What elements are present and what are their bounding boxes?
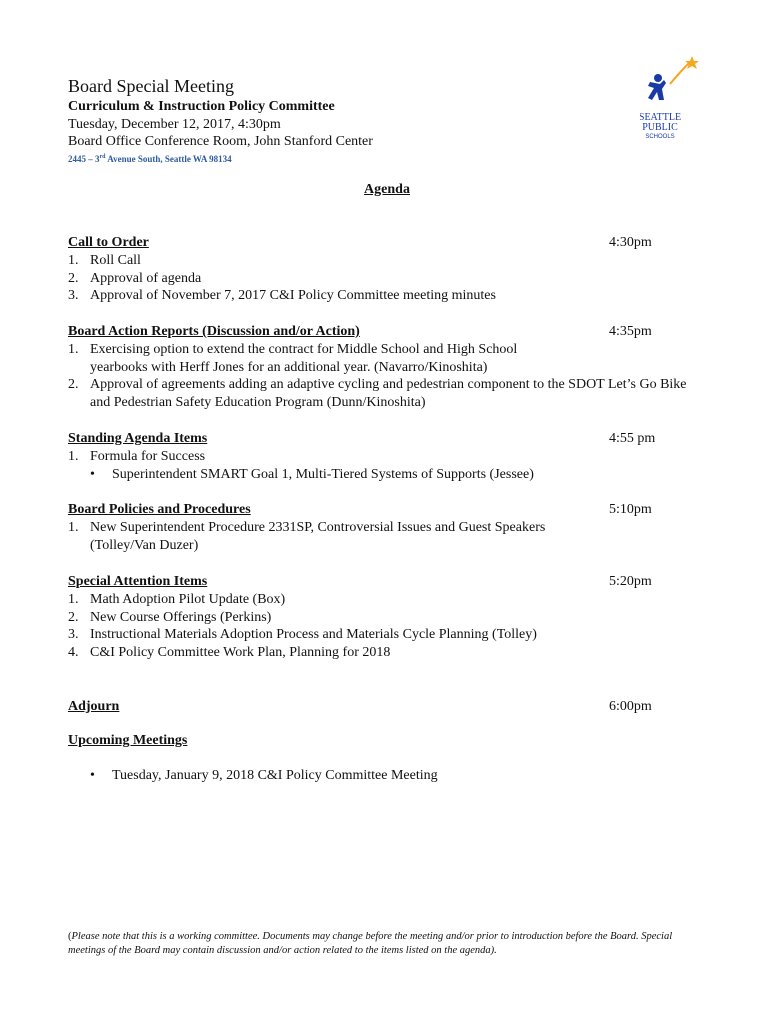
address-prefix: 2445 – 3	[68, 154, 100, 164]
meeting-title: Board Special Meeting	[68, 76, 234, 96]
footer-note	[68, 930, 708, 958]
section-title: Board Action Reports (Discussion and/or Action)	[68, 324, 360, 339]
section-adjourn	[68, 698, 708, 716]
logo-line3: SCHOOLS	[645, 134, 675, 140]
section-board-action-reports	[68, 323, 708, 412]
logo-line2: PUBLIC	[642, 122, 678, 133]
list-item: 1. Math Adoption Pilot Update (Box)	[68, 591, 286, 607]
seattle-public-schools-logo	[640, 56, 700, 146]
committee-name: Curriculum & Instruction Policy Committee	[68, 99, 335, 114]
section-special-attention-items	[68, 573, 708, 662]
section-call-to-order	[68, 234, 708, 305]
footer-note-text: Please note that this is a working committee. Documents may change before the meeting and/or prior to introduction before the Board. Special meetings of the Board may contain discussion and/or action related to the items listed on the agenda).	[68, 931, 673, 956]
section-time: 5:10pm	[609, 502, 652, 517]
bullet-dot: •	[90, 767, 95, 783]
meeting-date-time: Tuesday, December 12, 2017, 4:30pm	[68, 117, 281, 132]
section-time: 4:55 pm	[609, 431, 656, 446]
section-standing-agenda-items	[68, 430, 708, 483]
section-title: Adjourn	[68, 699, 120, 714]
section-time: 6:00pm	[609, 699, 652, 714]
upcoming-meeting-item: • Tuesday, January 9, 2018 C&I Policy Committee Meeting	[90, 767, 438, 783]
section-title: Call to Order	[68, 235, 149, 250]
list-item: 1. Formula for Success	[68, 448, 206, 464]
list-item: 1. Exercising option to extend the contract for Middle School and High School yearbooks with Herff Jones for an additional year. (Navarro/Kinoshita)	[68, 341, 518, 375]
footer-open-paren: (	[68, 931, 72, 942]
sub-list-item: • Superintendent SMART Goal 1, Multi-Tiered Systems of Supports (Jessee)	[90, 466, 534, 482]
address-ordinal: rd	[99, 154, 106, 160]
section-board-policies	[68, 501, 708, 554]
meeting-location: Board Office Conference Room, John Stanford Center	[68, 134, 373, 149]
list-item: 4. C&I Policy Committee Work Plan, Planning for 2018	[68, 645, 391, 661]
list-item: 3. Instructional Materials Adoption Process and Materials Cycle Planning (Tolley)	[68, 627, 537, 643]
star-figure-logo-icon	[640, 56, 700, 146]
bullet-dot: •	[90, 466, 95, 482]
list-item: 2. Approval of agreements adding an adaptive cycling and pedestrian component to the SDOT Let’s Go Bike and Pedestrian Safety Education Program (Dunn/Kinoshita)	[68, 377, 687, 411]
meeting-address	[68, 151, 232, 165]
section-time: 5:20pm	[609, 574, 652, 589]
address-suffix: Avenue South, Seattle WA 98134	[105, 154, 232, 164]
section-time: 4:30pm	[609, 235, 652, 250]
agenda-heading: Agenda	[364, 182, 410, 197]
section-upcoming-meetings	[68, 732, 708, 785]
list-item: 1. New Superintendent Procedure 2331SP, Controversial Issues and Guest Speakers (Tolley/Van Duzer)	[68, 519, 546, 553]
list-item: 3. Approval of November 7, 2017 C&I Policy Committee meeting minutes	[68, 288, 496, 304]
section-title: Standing Agenda Items	[68, 431, 208, 446]
list-item: 2. New Course Offerings (Perkins)	[68, 609, 272, 625]
section-time: 4:35pm	[609, 324, 652, 339]
logo-line1: SEATTLE	[640, 112, 682, 123]
list-item: 1. Roll Call	[68, 252, 141, 268]
section-title: Board Policies and Procedures	[68, 502, 251, 517]
list-item: 2. Approval of agenda	[68, 270, 202, 286]
section-title: Upcoming Meetings	[68, 733, 188, 748]
section-title: Special Attention Items	[68, 574, 208, 589]
